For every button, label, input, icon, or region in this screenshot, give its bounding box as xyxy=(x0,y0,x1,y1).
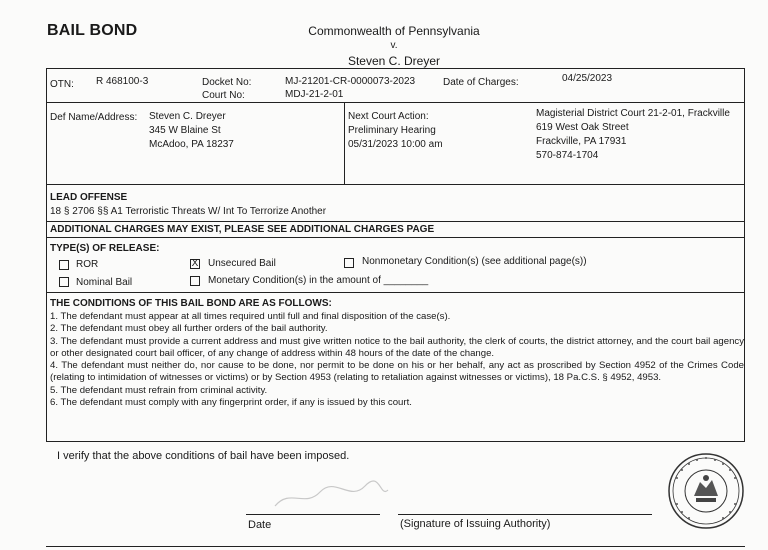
date-charges-label: Date of Charges: xyxy=(443,77,519,88)
condition-item: 5. The defendant must refrain from criminal activity. xyxy=(50,384,268,396)
divider xyxy=(46,237,745,238)
court-city: Frackville, PA 17931 xyxy=(536,136,627,147)
court-number-value: MDJ-21-2-01 xyxy=(285,89,344,100)
document-title: BAIL BOND xyxy=(47,22,138,39)
otn-value: R 468100-3 xyxy=(96,76,149,87)
ror-label: ROR xyxy=(76,259,99,270)
divider xyxy=(344,102,345,184)
nominal-bail-label: Nominal Bail xyxy=(76,277,133,288)
lead-offense-label: LEAD OFFENSE xyxy=(50,192,128,203)
docket-label: Docket No: xyxy=(202,77,252,88)
condition-item: 6. The defendant must comply with any fingerprint order, if any is issued by this court. xyxy=(50,397,412,409)
lead-offense-text: 18 § 2706 §§ A1 Terroristic Threats W/ Int To Terrorize Another xyxy=(50,206,327,217)
conditions-list xyxy=(50,311,744,409)
unsecured-bail-label: Unsecured Bail xyxy=(208,258,276,269)
signature-line xyxy=(398,514,652,515)
additional-charges-notice: ADDITIONAL CHARGES MAY EXIST, PLEASE SEE ADDITIONAL CHARGES PAGE xyxy=(50,224,435,235)
ror-checkbox[interactable] xyxy=(59,260,69,270)
date-label: Date xyxy=(248,519,272,531)
court-seal-icon xyxy=(667,452,745,530)
commonwealth-heading: Commonwealth of Pennsylvania xyxy=(308,24,480,38)
condition-item: 2. The defendant must obey all further orders of the bail authority. xyxy=(50,323,328,335)
next-action-type: Preliminary Hearing xyxy=(348,125,436,136)
docket-value: MJ-21201-CR-0000073-2023 xyxy=(285,76,416,87)
divider xyxy=(46,292,745,293)
nonmonetary-checkbox[interactable] xyxy=(344,258,354,268)
signature-scribble xyxy=(270,478,390,514)
def-name: Steven C. Dreyer xyxy=(149,111,226,122)
defendant-heading: Steven C. Dreyer xyxy=(347,54,441,68)
def-city: McAdoo, PA 18237 xyxy=(149,139,234,150)
condition-item: 1. The defendant must appear at all times required until full and final disposition of the case(s). xyxy=(50,311,451,322)
court-phone: 570-874-1704 xyxy=(536,150,599,161)
next-action-datetime: 05/31/2023 10:00 am xyxy=(348,139,443,150)
monetary-label: Monetary Condition(s) in the amount of ________ xyxy=(208,275,429,286)
def-street: 345 W Blaine St xyxy=(149,125,221,136)
court-number-label: Court No: xyxy=(202,90,245,101)
conditions-heading: THE CONDITIONS OF THIS BAIL BOND ARE AS FOLLOWS: xyxy=(50,298,332,309)
signature-label: (Signature of Issuing Authority) xyxy=(400,518,551,530)
date-charges-value: 04/25/2023 xyxy=(562,73,613,84)
otn-label: OTN: xyxy=(50,79,74,90)
release-type-label: TYPE(S) OF RELEASE: xyxy=(50,243,160,254)
condition-item: 3. The defendant must provide a current address and must give written notice to the bail authority, the clerk of courts, the district attorney, and the court bail agency or other designated court bail officer, of any change of address within 48 hours of the date of the change. xyxy=(50,335,744,359)
def-address-label: Def Name/Address: xyxy=(50,112,138,123)
divider xyxy=(46,546,745,547)
monetary-checkbox[interactable] xyxy=(190,276,200,286)
divider xyxy=(46,184,745,185)
divider xyxy=(46,102,745,103)
unsecured-bail-checkbox[interactable]: X xyxy=(191,258,199,269)
versus-text: v. xyxy=(390,40,398,51)
nonmonetary-label: Nonmonetary Condition(s) (see additional page(s)) xyxy=(362,256,587,267)
divider xyxy=(46,221,745,222)
court-street: 619 West Oak Street xyxy=(536,122,629,133)
next-action-label: Next Court Action: xyxy=(348,111,429,122)
condition-item: 4. The defendant must neither do, nor cause to be done, nor permit to be done on his or her behalf, any act as proscribed by Section 4952 of the Crimes Code (relating to intimidation of witnesses or victims) or by Section 4953 (relating to retaliation against witnesses or victims), 18 Pa.C.S. § 4952, 4953. xyxy=(50,360,744,384)
verify-statement: I verify that the above conditions of bail have been imposed. xyxy=(57,450,350,462)
nominal-bail-checkbox[interactable] xyxy=(59,277,69,287)
date-line xyxy=(246,514,380,515)
court-name: Magisterial District Court 21-2-01, Frackville xyxy=(536,108,730,119)
